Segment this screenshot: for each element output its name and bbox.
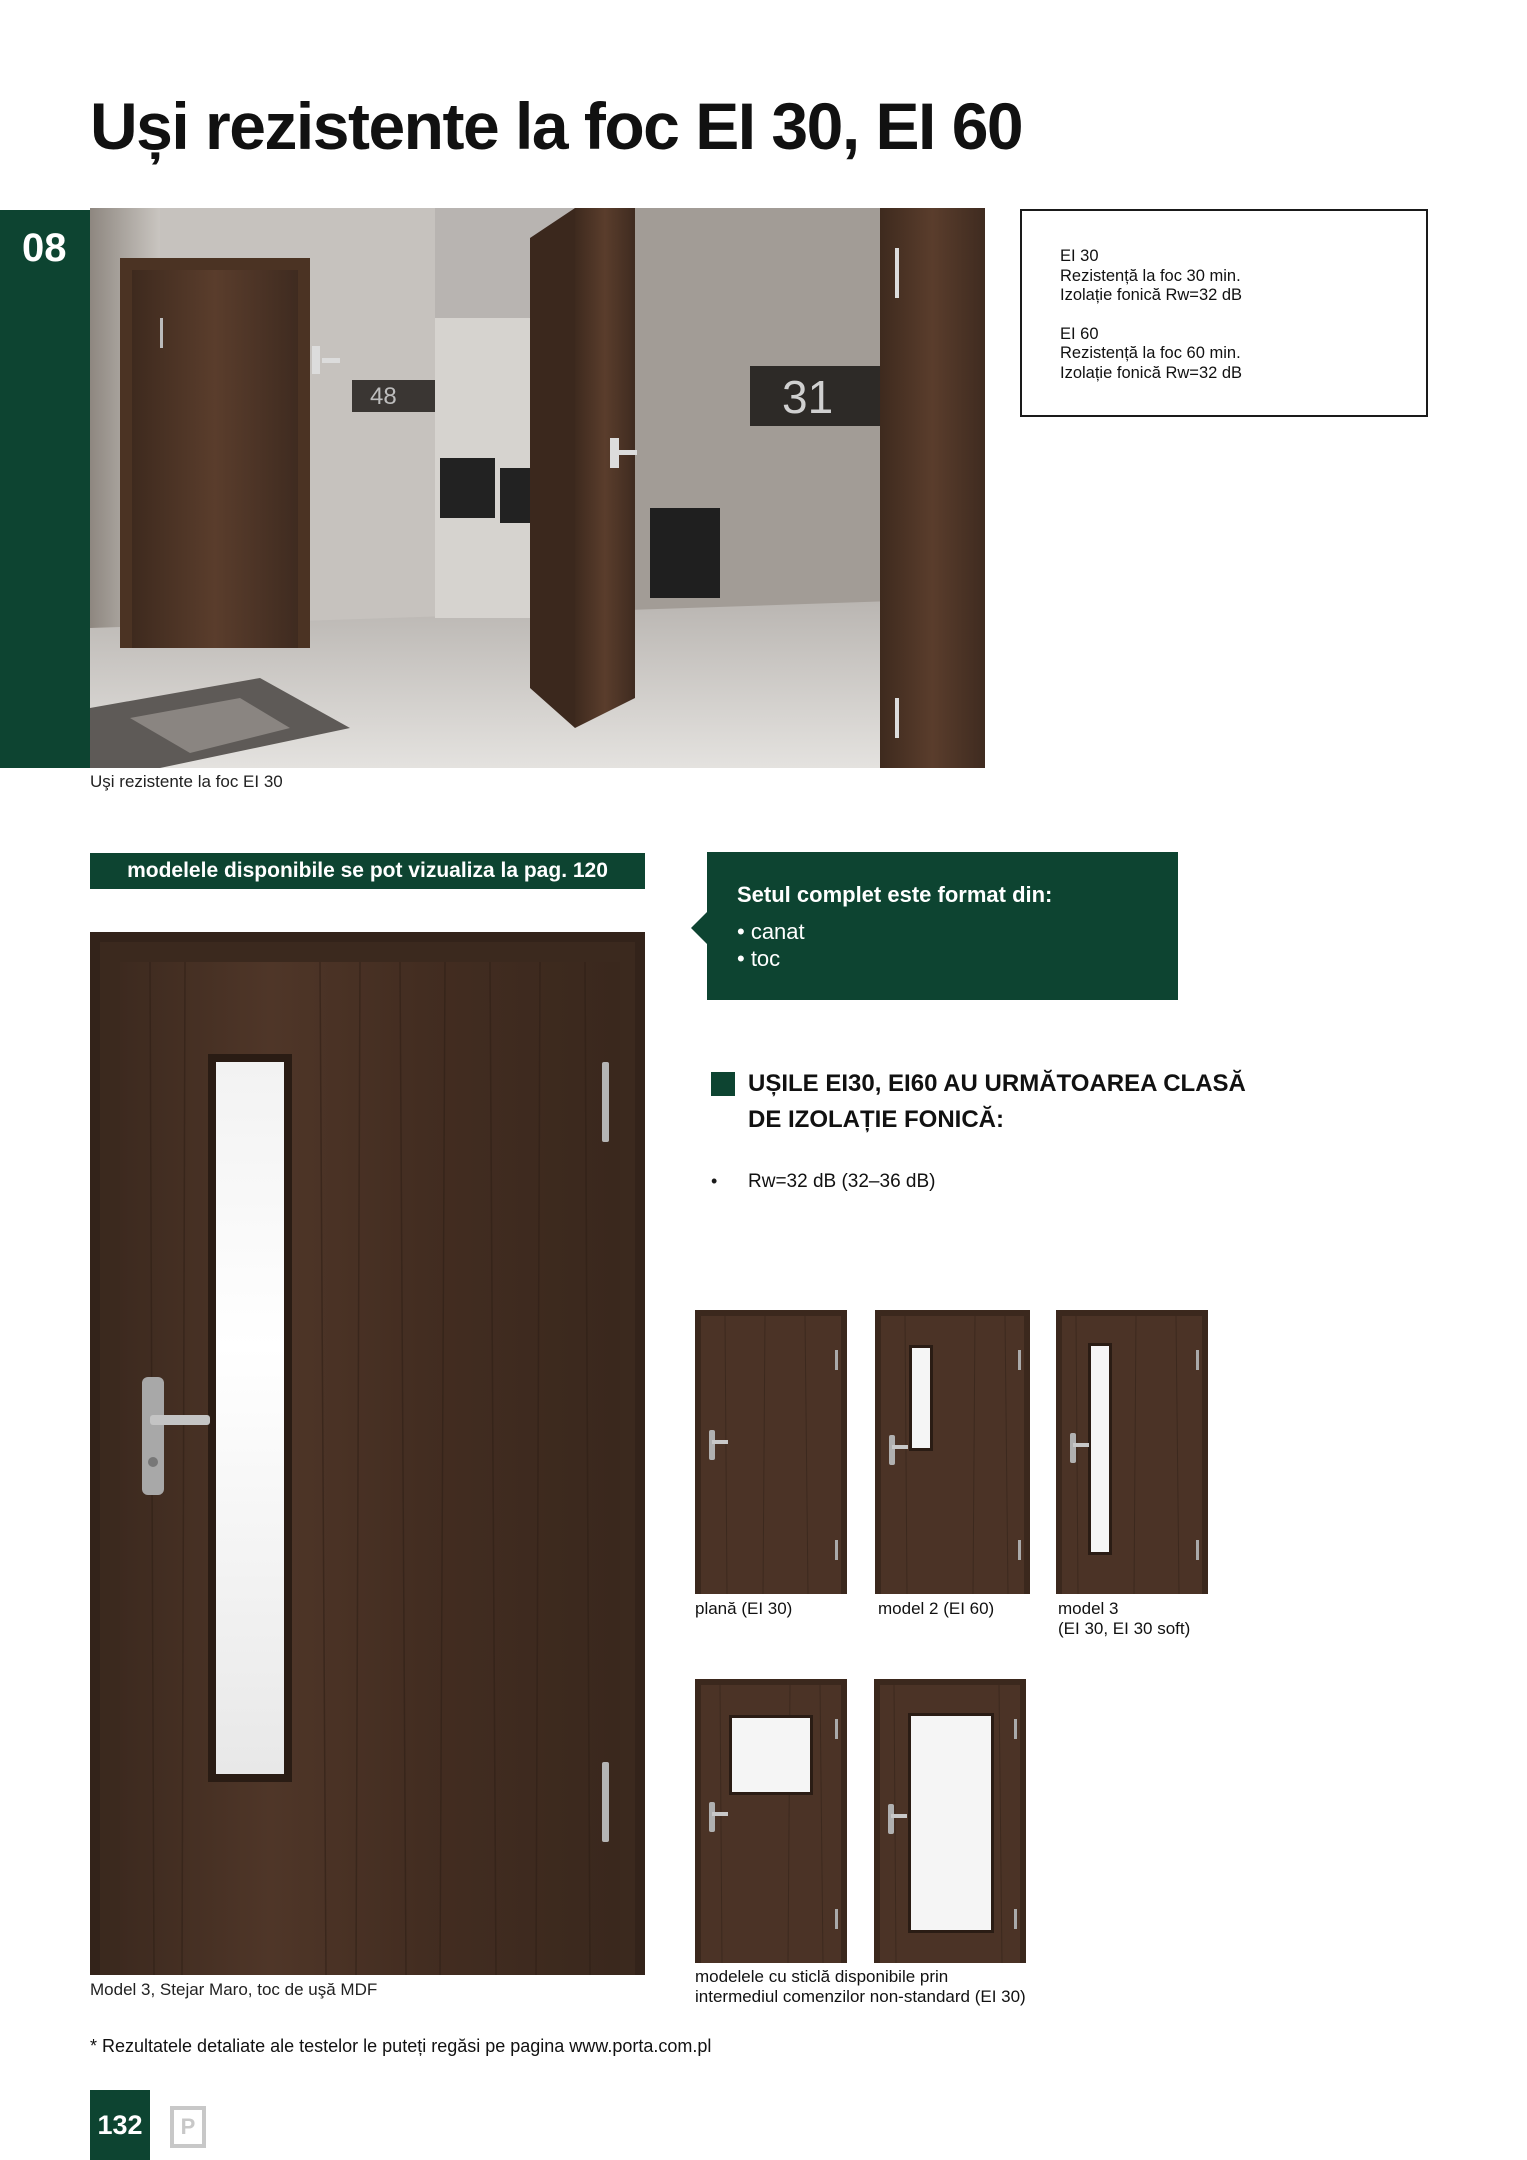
models-banner: modelele disponibile se pot vizualiza la pag. 120 (90, 853, 645, 889)
set-item-frame: • toc (737, 946, 781, 971)
porta-logo: P (170, 2106, 206, 2148)
thumbnail-caption-model-3 (1058, 1599, 1190, 1639)
set-box-list (737, 918, 805, 972)
sound-class-heading-line2: DE IZOLAȚIE FONICĂ: (748, 1106, 1004, 1133)
thumbnail-caption-model-3-line2: (EI 30, EI 30 soft) (1058, 1619, 1191, 1638)
rw-value: Rw=32 dB (32–36 dB) (748, 1171, 936, 1192)
page-title: Uși rezistente la foc EI 30, EI 60 (90, 89, 1023, 163)
main-door-caption: Model 3, Stejar Maro, toc de uşă MDF (90, 1980, 378, 1999)
door-number-31: 31 (782, 371, 834, 423)
section-number: 08 (22, 226, 67, 270)
sound-class-heading-line1: UȘILE EI30, EI60 AU URMĂTOAREA CLASĂ (748, 1070, 1246, 1097)
ei60-sound-insulation: Izolație fonică Rw=32 dB (1060, 363, 1243, 382)
thumbnail-glass-large (874, 1679, 1026, 1968)
rw-bullet: • (711, 1171, 718, 1191)
room-illustration (90, 208, 985, 768)
ei30-sound-insulation: Izolație fonică Rw=32 dB (1060, 286, 1243, 304)
ei60-fire-resistance: Rezistență la foc 60 min. (1060, 344, 1241, 362)
thumbnail-glass-square (695, 1679, 847, 1968)
thumbnail-caption-flat-line1: plană (EI 30) (695, 1599, 793, 1618)
thumbnail-model-2 (875, 1310, 1027, 1599)
ei30-fire-resistance: Rezistență la foc 30 min. (1060, 266, 1241, 285)
main-door-image (90, 932, 645, 1975)
main-door-illustration (90, 932, 645, 1975)
thumbnail-caption-model-2 (878, 1599, 994, 1619)
glass-models-caption-line2: intermediul comenzilor non-standard (EI 30) (695, 1987, 1026, 2006)
spec-box (1020, 209, 1428, 417)
page-number: 132 (90, 2090, 150, 2160)
ei30-label: EI 30 (1060, 247, 1099, 265)
thumbnail-caption-model-3-line1: model 3 (1058, 1599, 1119, 1618)
thumbnail-caption-model-2-line1: model 2 (EI 60) (878, 1599, 995, 1618)
room-photo-caption: Uşi rezistente la foc EI 30 (90, 772, 283, 791)
section-bar (0, 210, 90, 768)
room-photo (90, 208, 985, 768)
set-item-leaf: • canat (737, 919, 805, 944)
glass-models-caption (695, 1967, 1026, 2007)
thumbnail-caption-flat (695, 1599, 792, 1619)
set-box (707, 852, 1178, 1000)
sound-class-heading (748, 1066, 1268, 1138)
footnote: * Rezultatele detaliate ale testelor le puteți regăsi pe pagina www.porta.com.pl (90, 2036, 712, 2056)
section-square-bullet (711, 1072, 735, 1096)
thumbnail-model-3 (1056, 1310, 1208, 1599)
set-box-title: Setul complet este format din: (737, 882, 1053, 907)
ei60-label: EI 60 (1060, 324, 1099, 343)
set-box-arrow (691, 912, 707, 944)
thumbnail-flat-door (695, 1310, 847, 1599)
door-number-48: 48 (370, 383, 397, 410)
glass-models-caption-line1: modelele cu sticlă disponibile prin (695, 1967, 949, 1986)
